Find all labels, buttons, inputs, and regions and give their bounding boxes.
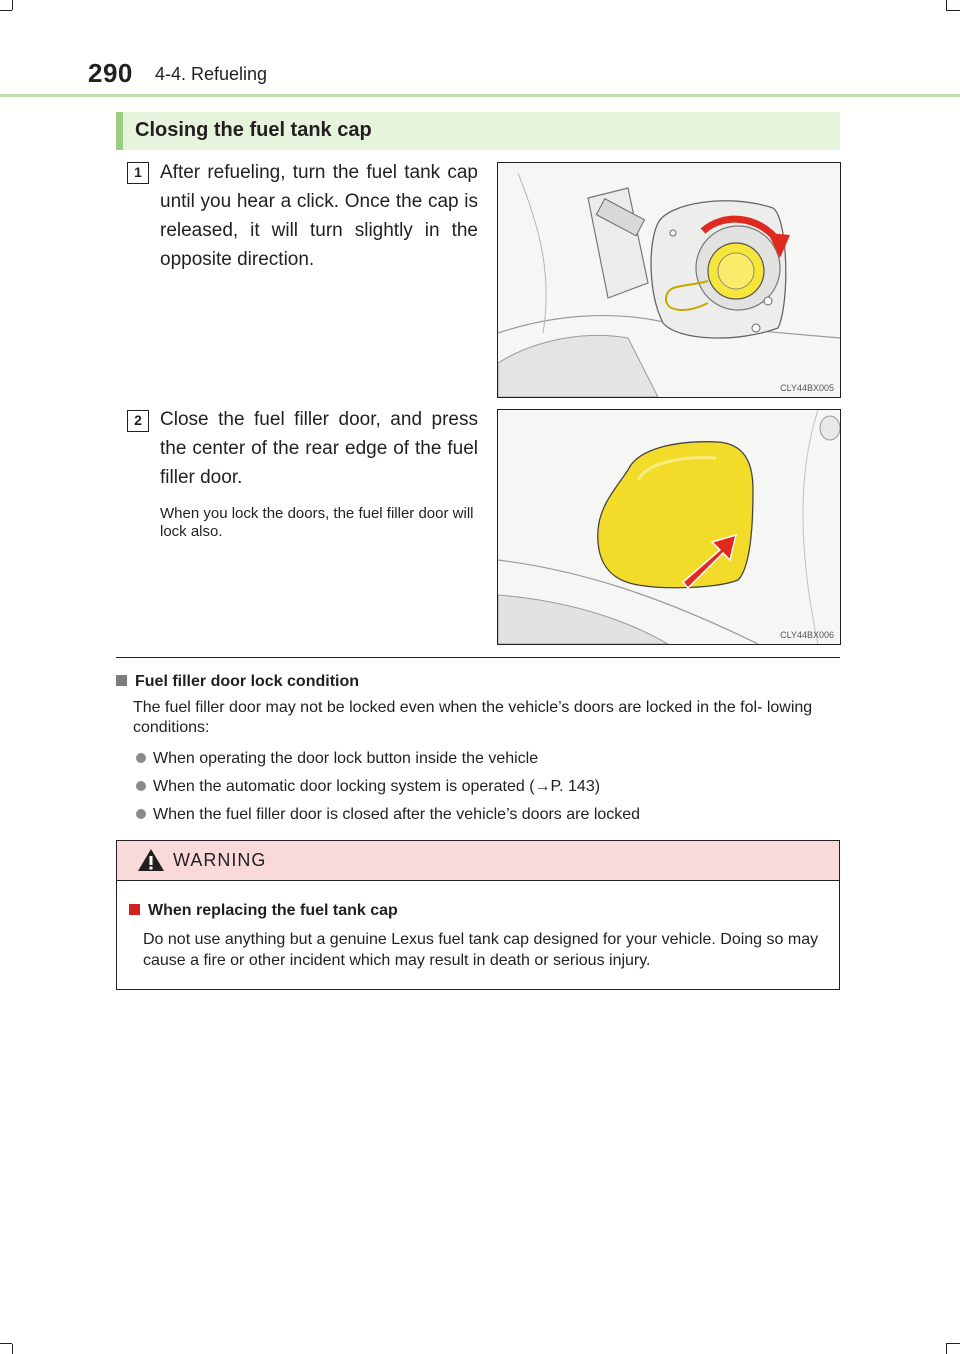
header-rule (0, 94, 960, 97)
page-number: 290 (88, 58, 133, 88)
list-item (136, 750, 538, 768)
fuel-door-drawing (498, 410, 840, 644)
notes-intro: The fuel filler door may not be locked even when the vehicle’s doors are locked in the fol- lowing conditions: (133, 699, 813, 736)
fuel-door-illustration (497, 409, 841, 645)
warning-triangle-icon (137, 848, 165, 872)
image-code: CLY44BX005 (780, 383, 834, 393)
square-bullet-icon (116, 675, 127, 686)
warning-text: Do not use anything but a genuine Lexus fuel tank cap designed for your vehicle. Doing so may cause a fire or other incident which may result in death or serious injury. (143, 931, 819, 969)
circle-bullet-icon (136, 781, 146, 791)
fuel-cap-drawing (498, 163, 840, 397)
circle-bullet-icon (136, 753, 146, 763)
step-1-text: After refueling, turn the fuel tank cap until you hear a click. Once the cap is released, it will turn slightly in the opposite direction. (160, 162, 478, 270)
notes-heading (116, 673, 359, 691)
list-item (136, 806, 640, 824)
crop-mark (946, 1343, 960, 1344)
crop-mark (0, 1343, 12, 1344)
section-divider (116, 657, 840, 658)
warning-heading (129, 902, 398, 920)
warning-heading-text: When replacing the fuel tank cap (148, 902, 398, 919)
subsection-accent-bar (116, 112, 123, 150)
step-number-1: 1 (127, 162, 149, 184)
list-item-text: When the automatic door locking system is operated (→P. 143) (153, 778, 601, 795)
warning-header (117, 841, 839, 881)
step-2-text: Close the fuel filler door, and press the center of the rear edge of the fuel filler door. (160, 409, 478, 488)
list-item-text: When operating the door lock button inside the vehicle (153, 750, 539, 767)
subsection-heading (116, 112, 840, 150)
warning-label: WARNING (173, 850, 267, 870)
fuel-cap-illustration (497, 162, 841, 398)
section-title: 4-4. Refueling (155, 64, 268, 84)
image-code: CLY44BX006 (780, 630, 834, 640)
list-item (136, 778, 600, 796)
warning-box (116, 840, 840, 990)
notes-heading-text: Fuel filler door lock condition (135, 673, 360, 690)
crop-mark (946, 1344, 947, 1354)
page-header (0, 0, 960, 100)
step-number-2: 2 (127, 410, 149, 432)
step-2-note: When you lock the doors, the fuel filler door will lock also. (160, 505, 474, 540)
square-bullet-icon (129, 904, 140, 915)
circle-bullet-icon (136, 809, 146, 819)
list-item-text: When the fuel filler door is closed after the vehicle’s doors are locked (153, 806, 641, 823)
crop-mark (12, 1344, 13, 1354)
subsection-title: Closing the fuel tank cap (135, 119, 372, 141)
